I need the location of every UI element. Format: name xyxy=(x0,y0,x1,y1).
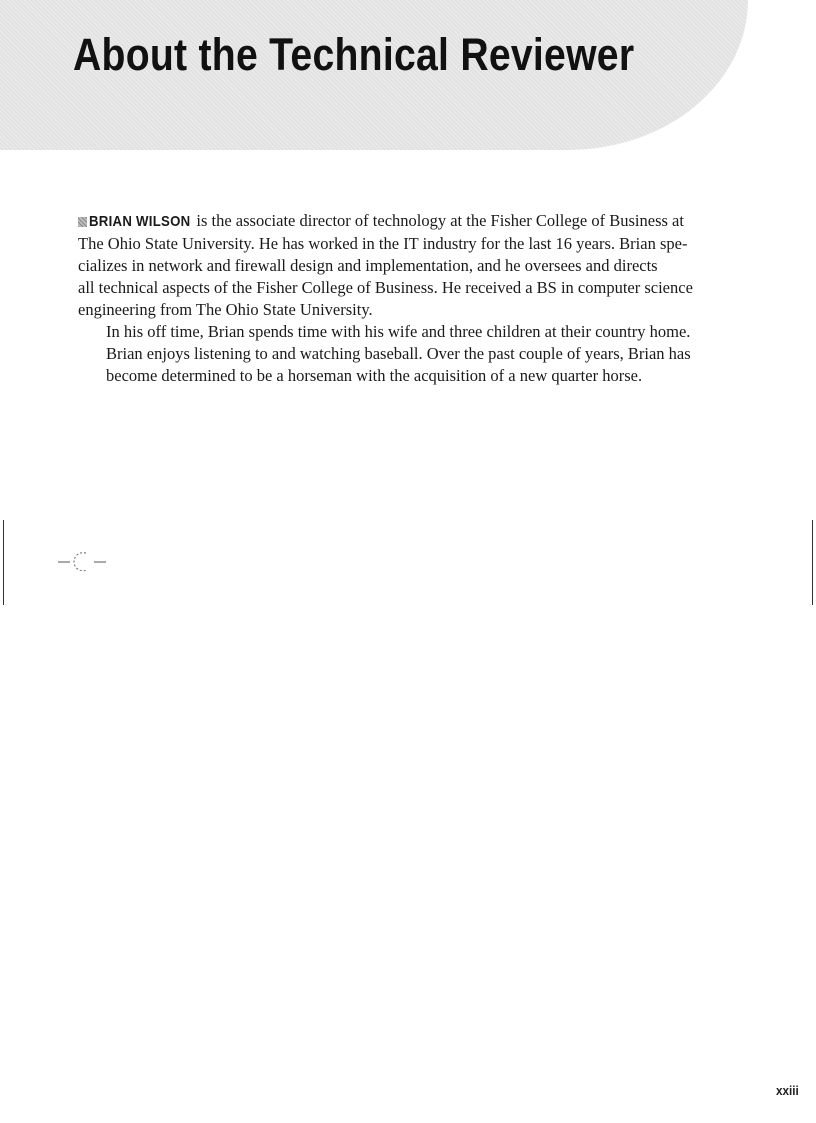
chapter-header-band xyxy=(0,0,748,150)
page-number: xxiii xyxy=(776,1083,799,1098)
reviewer-name: BRIAN WILSON xyxy=(89,213,191,230)
bullet-icon xyxy=(78,217,87,227)
page-title: About the Technical Reviewer xyxy=(73,29,635,80)
right-bleed-line xyxy=(812,520,813,605)
bio-line: all technical aspects of the Fisher College of Business. He received a BS in computer science xyxy=(78,278,693,297)
bio-line: become determined to be a horseman with the acquisition of a new quarter horse. xyxy=(106,366,643,385)
bio-line: The Ohio State University. He has worked in the IT industry for the last 16 years. Brian spe- xyxy=(78,234,688,253)
bio-line: engineering from The Ohio State University. xyxy=(78,300,373,319)
bio-paragraph-1 xyxy=(78,210,768,321)
bio-line-text: is the associate director of technology at the Fisher College of Business at xyxy=(192,211,684,230)
bio-line xyxy=(78,210,768,233)
left-bleed-line xyxy=(3,520,4,605)
reviewer-bio xyxy=(78,210,768,387)
crop-mark-icon xyxy=(58,548,106,576)
bio-line: Brian enjoys listening to and watching baseball. Over the past couple of years, Brian has xyxy=(106,344,691,363)
bio-line: cializes in network and firewall design and implementation, and he oversees and directs xyxy=(78,256,658,275)
bio-paragraph-2 xyxy=(78,321,768,387)
bio-line: In his off time, Brian spends time with his wife and three children at their country home. xyxy=(106,322,691,341)
